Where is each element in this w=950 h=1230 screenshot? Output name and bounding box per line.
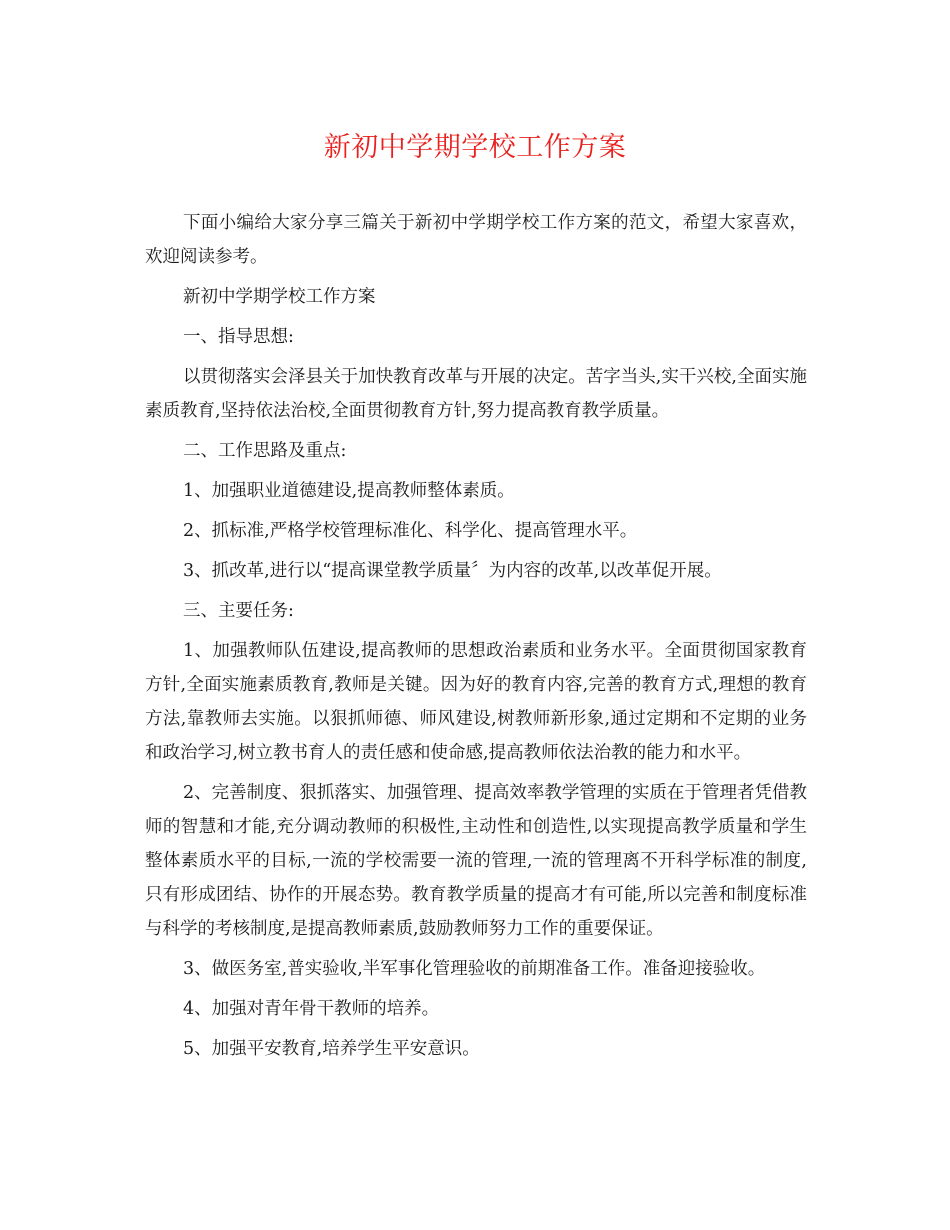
document-title: 新初中学期学校工作方案 xyxy=(323,132,627,163)
section-heading-2: 二、工作思路及重点: xyxy=(183,441,347,461)
section-heading-3: 三、主要任务: xyxy=(183,601,294,621)
section-heading-1: 一、指导思想: xyxy=(183,327,294,347)
focus-item-3: 3、抓改革,进行以“提高课堂教学质量〞为内容的改革,以改革促开展。 xyxy=(183,561,722,581)
intro-paragraph: 下面小编给大家分享三篇关于新初中学期学校工作方案的范文，希望大家喜欢，欢迎阅读参考。 xyxy=(145,213,807,267)
document-body xyxy=(145,206,807,1072)
task-item-2: 2、完善制度、狠抓落实、加强管理、提高效率教学管理的实质在于管理者凭借教师的智慧和才能,充分调动教师的积极性,主动性和创造性,以实现提高教学质量和学生整体素质水平的目标,一流的学校需要一流的管理,一流的管理离不开科学标准的制度,只有形成团结、协作的开展态势。教育教学质量的提高才有可能,所以完善和制度标准与科学的考核制度,是提高教师素质,鼓励教师努力工作的重要保证。 xyxy=(145,783,807,939)
task-item-5: 5、加强平安教育,培养学生平安意识。 xyxy=(183,1039,480,1059)
focus-item-2: 2、抓标准,严格学校管理标准化、科学化、提高管理水平。 xyxy=(183,521,638,541)
task-item-1: 1、加强教师队伍建设,提高教师的思想政治素质和业务水平。全面贯彻国家教育方针,全面实施素质教育,教师是关键。因为好的教育内容,完善的教育方式,理想的教育方法,靠教师去实施。以狠抓师德、师风建设,树教师新形象,通过定期和不定期的业务和政治学习,树立教书育人的责任感和使命感,提高教师依法治教的能力和水平。 xyxy=(145,641,807,763)
subtitle-paragraph: 新初中学期学校工作方案 xyxy=(183,287,376,307)
task-item-3: 3、做医务室,普实验收,半军事化管理验收的前期准备工作。准备迎接验收。 xyxy=(183,959,766,979)
task-item-4: 4、加强对青年骨干教师的培养。 xyxy=(183,999,440,1019)
focus-item-1: 1、加强职业道德建设,提高教师整体素质。 xyxy=(183,481,515,501)
guiding-thought-paragraph: 以贯彻落实会泽县关于加快教育改革与开展的决定。苦字当头,实干兴校,全面实施素质教育,坚持依法治校,全面贯彻教育方针,努力提高教育教学质量。 xyxy=(145,367,807,421)
